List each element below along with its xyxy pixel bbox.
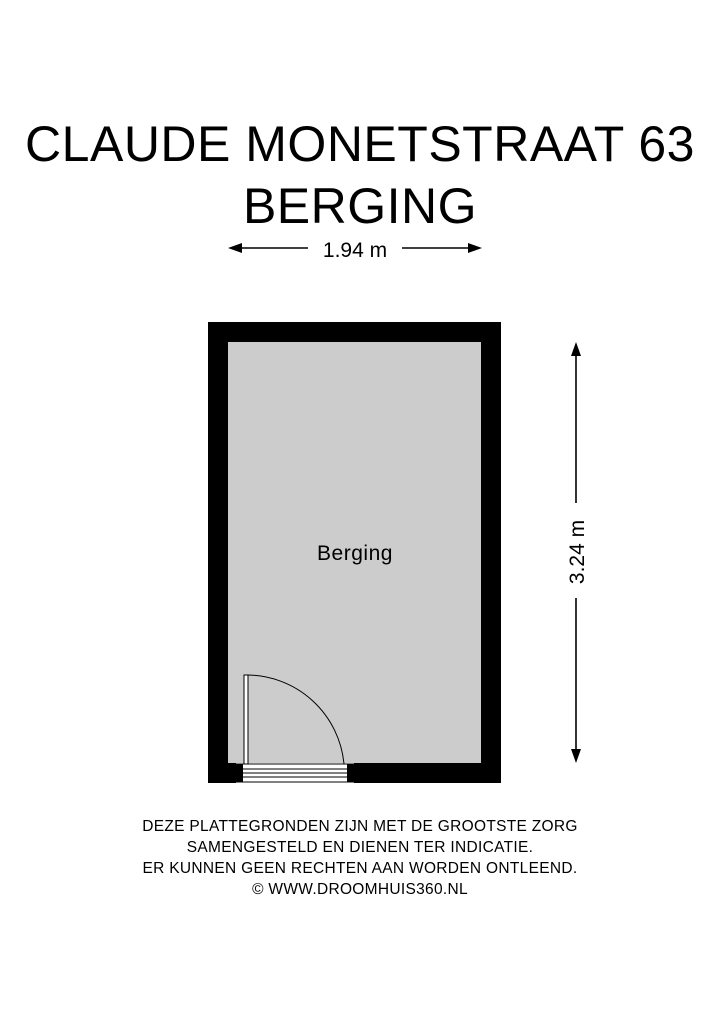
- door-jamb-left: [236, 764, 243, 782]
- wall-top: [208, 322, 501, 342]
- wall-bottom-left: [208, 763, 236, 783]
- depth-arrow-bottom: [571, 749, 581, 763]
- door-leaf: [244, 675, 248, 764]
- door-threshold: [236, 764, 354, 782]
- wall-right: [481, 322, 501, 783]
- disclaimer-line: SAMENGESTELD EN DIENEN TER INDICATIE.: [186, 839, 534, 856]
- width-dimension-label: 1.94 m: [322, 239, 388, 262]
- copyright-line: © WWW.DROOMHUIS360.NL: [252, 881, 468, 898]
- width-arrow-right: [468, 243, 482, 253]
- room-label-berging: Berging: [317, 542, 393, 565]
- wall-left: [208, 322, 228, 783]
- width-dimension: [228, 239, 482, 262]
- disclaimer: [0, 816, 720, 900]
- disclaimer-line: DEZE PLATTEGRONDEN ZIJN MET DE GROOTSTE ZORG: [142, 818, 578, 835]
- depth-dimension-label: 3.24 m: [566, 519, 589, 585]
- plan-floor-title: BERGING: [242, 178, 478, 234]
- disclaimer-line: ER KUNNEN GEEN RECHTEN AAN WORDEN ONTLEEND.: [142, 860, 578, 877]
- door-jamb-right: [347, 764, 354, 782]
- wall-bottom-right: [354, 763, 501, 783]
- depth-dimension: [566, 342, 589, 763]
- width-arrow-left: [228, 243, 242, 253]
- depth-arrow-top: [571, 342, 581, 356]
- plan-address-title: CLAUDE MONETSTRAAT 63: [25, 116, 695, 172]
